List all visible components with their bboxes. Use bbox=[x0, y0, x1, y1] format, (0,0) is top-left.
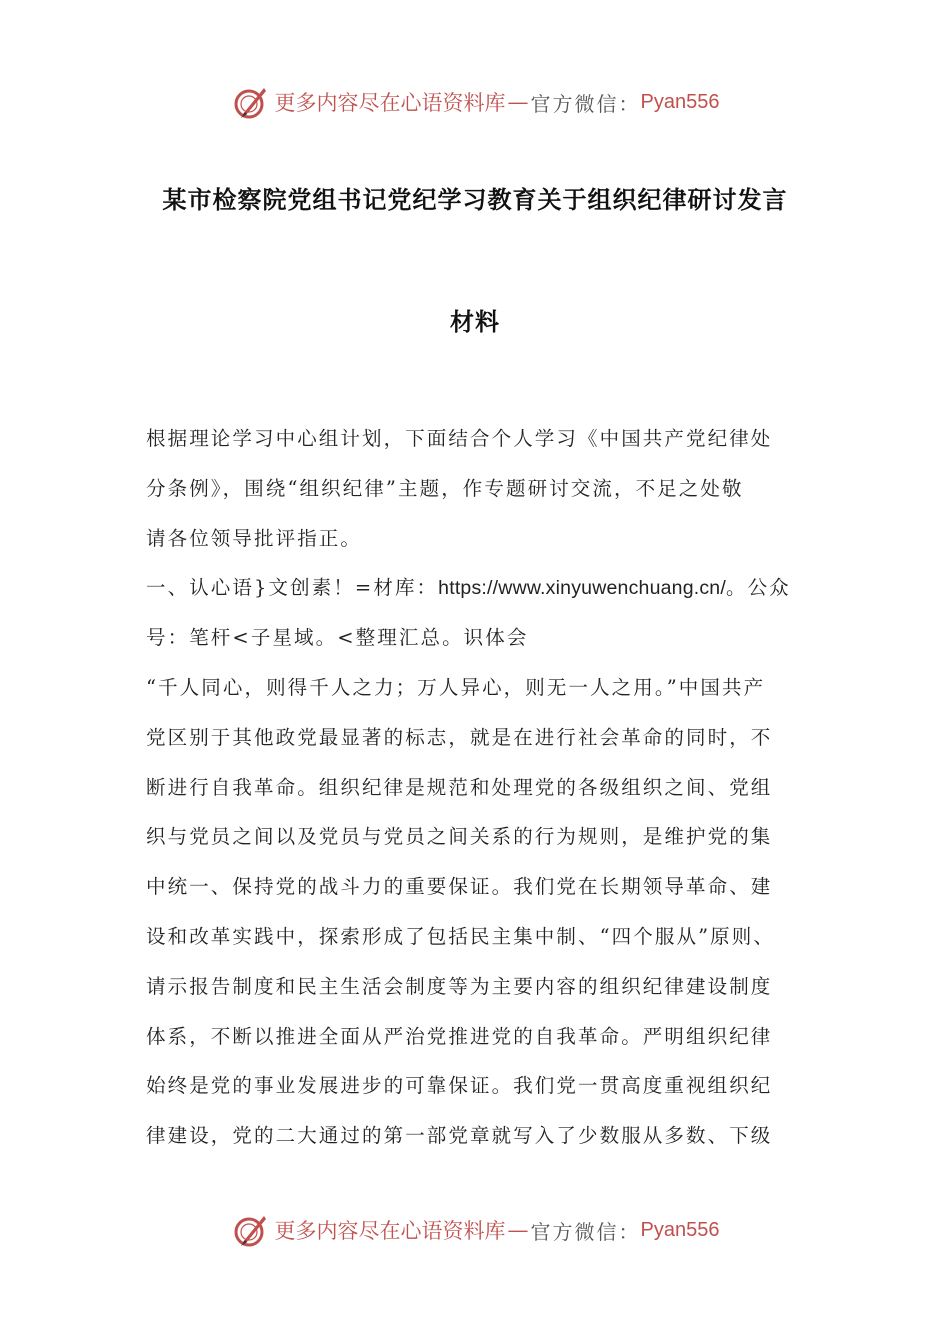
body-line: 请各位领导批评指正。 bbox=[146, 526, 363, 550]
document-title-continued: 材料 bbox=[450, 308, 500, 336]
body-line-suffix: 。公众 bbox=[725, 576, 791, 600]
body-line: 分条例》，围绕“组织纪律”主题，作专题研讨交流，不足之处敬 bbox=[146, 476, 744, 500]
wechat-id: Pyan556 bbox=[640, 1218, 720, 1241]
quill-pen-circle-icon bbox=[231, 1210, 271, 1250]
body-line: 设和改革实践中，探索形成了包括民主集中制、“四个服从”原则、 bbox=[146, 924, 775, 948]
body-line-prefix: 一、认心语}文创素！=材库： bbox=[146, 576, 439, 600]
body-line: 织与党员之间以及党员与党员之间关系的行为规则，是维护党的集 bbox=[146, 825, 773, 849]
body-line: 律建设，党的二大通过的第一部党章就写入了少数服从多数、下级 bbox=[146, 1124, 773, 1148]
wechat-label: 官方微信： bbox=[530, 91, 641, 116]
body-line: 号：笔杆<子星域。<整理汇总。识体会 bbox=[146, 626, 529, 650]
body-line: 始终是党的事业发展进步的可靠保证。我们党一贯高度重视组织纪 bbox=[146, 1074, 773, 1098]
wechat-id: Pyan556 bbox=[640, 90, 720, 113]
source-url-link[interactable]: https://www.xinyuwenchuang.cn/ bbox=[438, 577, 726, 600]
body-line: 请示报告制度和民主生活会制度等为主要内容的组织纪律建设制度 bbox=[146, 974, 773, 998]
body-line-with-url bbox=[146, 563, 826, 613]
body-line: 断进行自我革命。组织纪律是规范和处理党的各级组织之间、党组 bbox=[146, 775, 773, 799]
body-line: “千人同心，则得千人之力；万人异心，则无一人之用。”中国共产 bbox=[146, 675, 766, 699]
banner-separator: — bbox=[507, 90, 529, 114]
body-line: 党区别于其他政党最显著的标志，就是在进行社会革命的同时，不 bbox=[146, 725, 773, 749]
body-line: 中统一、保持党的战斗力的重要保证。我们党在长期领导革命、建 bbox=[146, 875, 773, 899]
body-line: 体系，不断以推进全面从严治党推进党的自我革命。严明组织纪律 bbox=[146, 1024, 773, 1048]
site-tagline: 更多内容尽在心语资料库 bbox=[274, 91, 506, 115]
document-body bbox=[146, 414, 826, 1161]
banner-separator: — bbox=[507, 1218, 529, 1242]
body-line: 根据理论学习中心组计划，下面结合个人学习《中国共产党纪律处 bbox=[146, 427, 773, 450]
site-tagline: 更多内容尽在心语资料库 bbox=[274, 1219, 506, 1243]
header-banner bbox=[0, 80, 950, 124]
document-title: 某市检察院党组书记党纪学习教育关于组织纪律研讨发言 bbox=[162, 186, 788, 214]
footer-banner bbox=[0, 1208, 950, 1252]
quill-pen-circle-icon bbox=[231, 82, 271, 122]
wechat-label: 官方微信： bbox=[530, 1219, 641, 1244]
